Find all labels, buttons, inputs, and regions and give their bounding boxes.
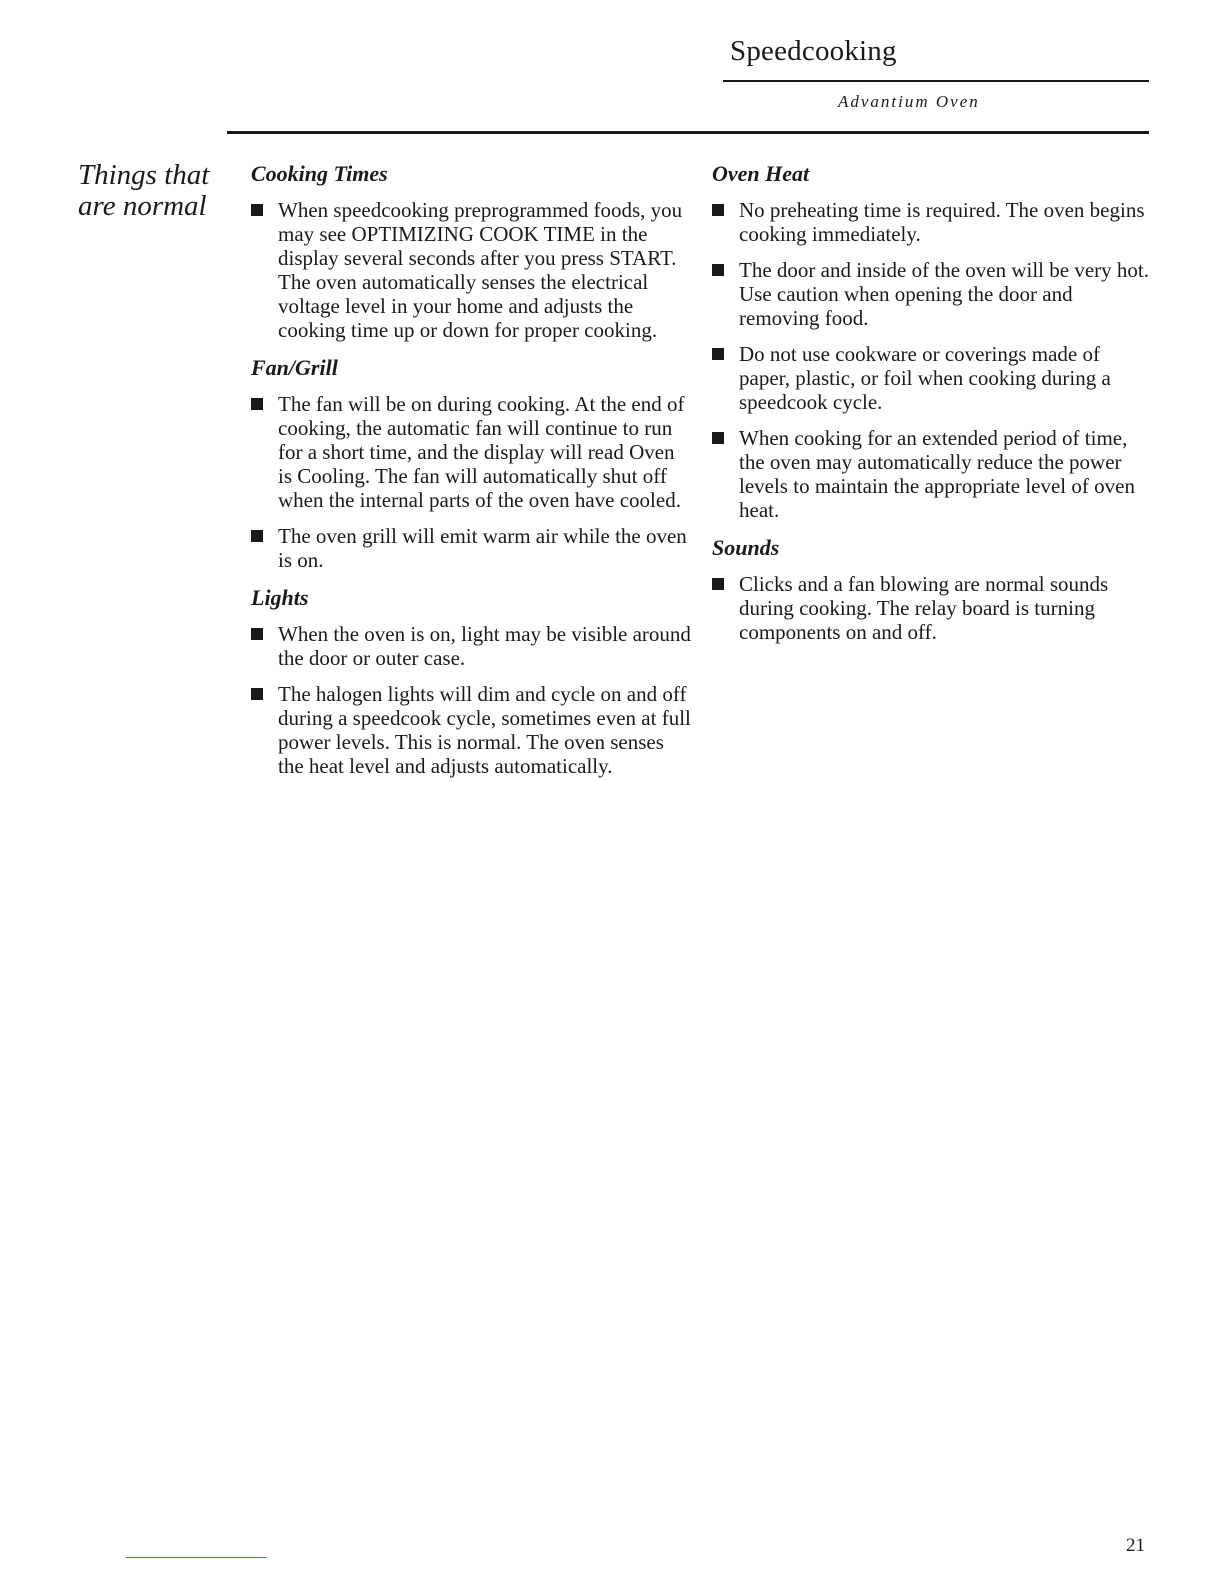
section-sounds	[712, 534, 1152, 644]
side-heading	[78, 160, 228, 222]
list-item-text: Clicks and a fan blowing are normal sounds during cooking. The relay board is turning components on and off.	[739, 572, 1109, 644]
section-oven-heat	[712, 160, 1152, 522]
square-bullet-icon	[251, 628, 263, 640]
header-divider-long	[227, 131, 1149, 134]
list-item	[251, 198, 691, 342]
list-item-text: When cooking for an extended period of time, the oven may automatically reduce the power levels to maintain the appropriate level of oven heat.	[739, 426, 1135, 522]
list-item	[712, 426, 1152, 522]
list-item	[251, 524, 691, 572]
square-bullet-icon	[712, 264, 724, 276]
page-number: 21	[1126, 1535, 1145, 1556]
section-heading: Fan/Grill	[251, 355, 338, 380]
square-bullet-icon	[712, 204, 724, 216]
bullet-list	[251, 198, 691, 342]
bullet-list	[712, 572, 1152, 644]
bullet-list	[712, 198, 1152, 522]
list-item	[251, 392, 691, 512]
list-item-text: The halogen lights will dim and cycle on and off during a speedcook cycle, sometimes even at full power levels. This is normal. The oven senses the heat level and adjusts automatically.	[278, 682, 691, 778]
side-heading-line-2: are normal	[78, 190, 207, 222]
section-fan-grill	[251, 354, 691, 572]
bullet-list	[251, 622, 691, 778]
square-bullet-icon	[712, 578, 724, 590]
square-bullet-icon	[712, 432, 724, 444]
list-item	[712, 572, 1152, 644]
section-heading: Lights	[251, 585, 309, 610]
list-item-text: When speedcooking preprogrammed foods, you may see OPTIMIZING COOK TIME in the display several seconds after you press START. The oven automatically senses the electrical voltage level in your home and adjusts the cooking time up or down for proper cooking.	[278, 198, 683, 342]
list-item-text: No preheating time is required. The oven begins cooking immediately.	[739, 198, 1145, 246]
list-item	[251, 682, 691, 778]
list-item-text: The fan will be on during cooking. At the end of cooking, the automatic fan will continue to run for a short time, and the display will read Oven is Cooling. The fan will automatically shut off when the internal parts of the oven have cooled.	[278, 392, 685, 512]
square-bullet-icon	[251, 530, 263, 542]
list-item-text: When the oven is on, light may be visible around the door or outer case.	[278, 622, 691, 670]
footer-link-underline	[126, 1557, 267, 1558]
list-item	[712, 342, 1152, 414]
section-lights	[251, 584, 691, 778]
section-cooking-times	[251, 160, 691, 342]
list-item	[712, 198, 1152, 246]
list-item	[251, 622, 691, 670]
square-bullet-icon	[251, 688, 263, 700]
section-heading: Oven Heat	[712, 161, 810, 186]
right-column	[712, 160, 1152, 656]
list-item-text: The oven grill will emit warm air while the oven is on.	[278, 524, 687, 572]
list-item-text: The door and inside of the oven will be very hot. Use caution when opening the door and removing food.	[739, 258, 1149, 330]
page-subtitle: Advantium Oven	[838, 92, 980, 111]
page-title: Speedcooking	[730, 35, 897, 67]
list-item-text: Do not use cookware or coverings made of paper, plastic, or foil when cooking during a speedcook cycle.	[739, 342, 1111, 414]
section-heading: Sounds	[712, 535, 780, 560]
section-heading: Cooking Times	[251, 161, 388, 186]
side-heading-line-1: Things that	[78, 159, 210, 191]
list-item	[712, 258, 1152, 330]
bullet-list	[251, 392, 691, 572]
header-divider-short	[723, 80, 1149, 82]
square-bullet-icon	[251, 204, 263, 216]
square-bullet-icon	[712, 348, 724, 360]
square-bullet-icon	[251, 398, 263, 410]
left-column	[251, 160, 691, 790]
